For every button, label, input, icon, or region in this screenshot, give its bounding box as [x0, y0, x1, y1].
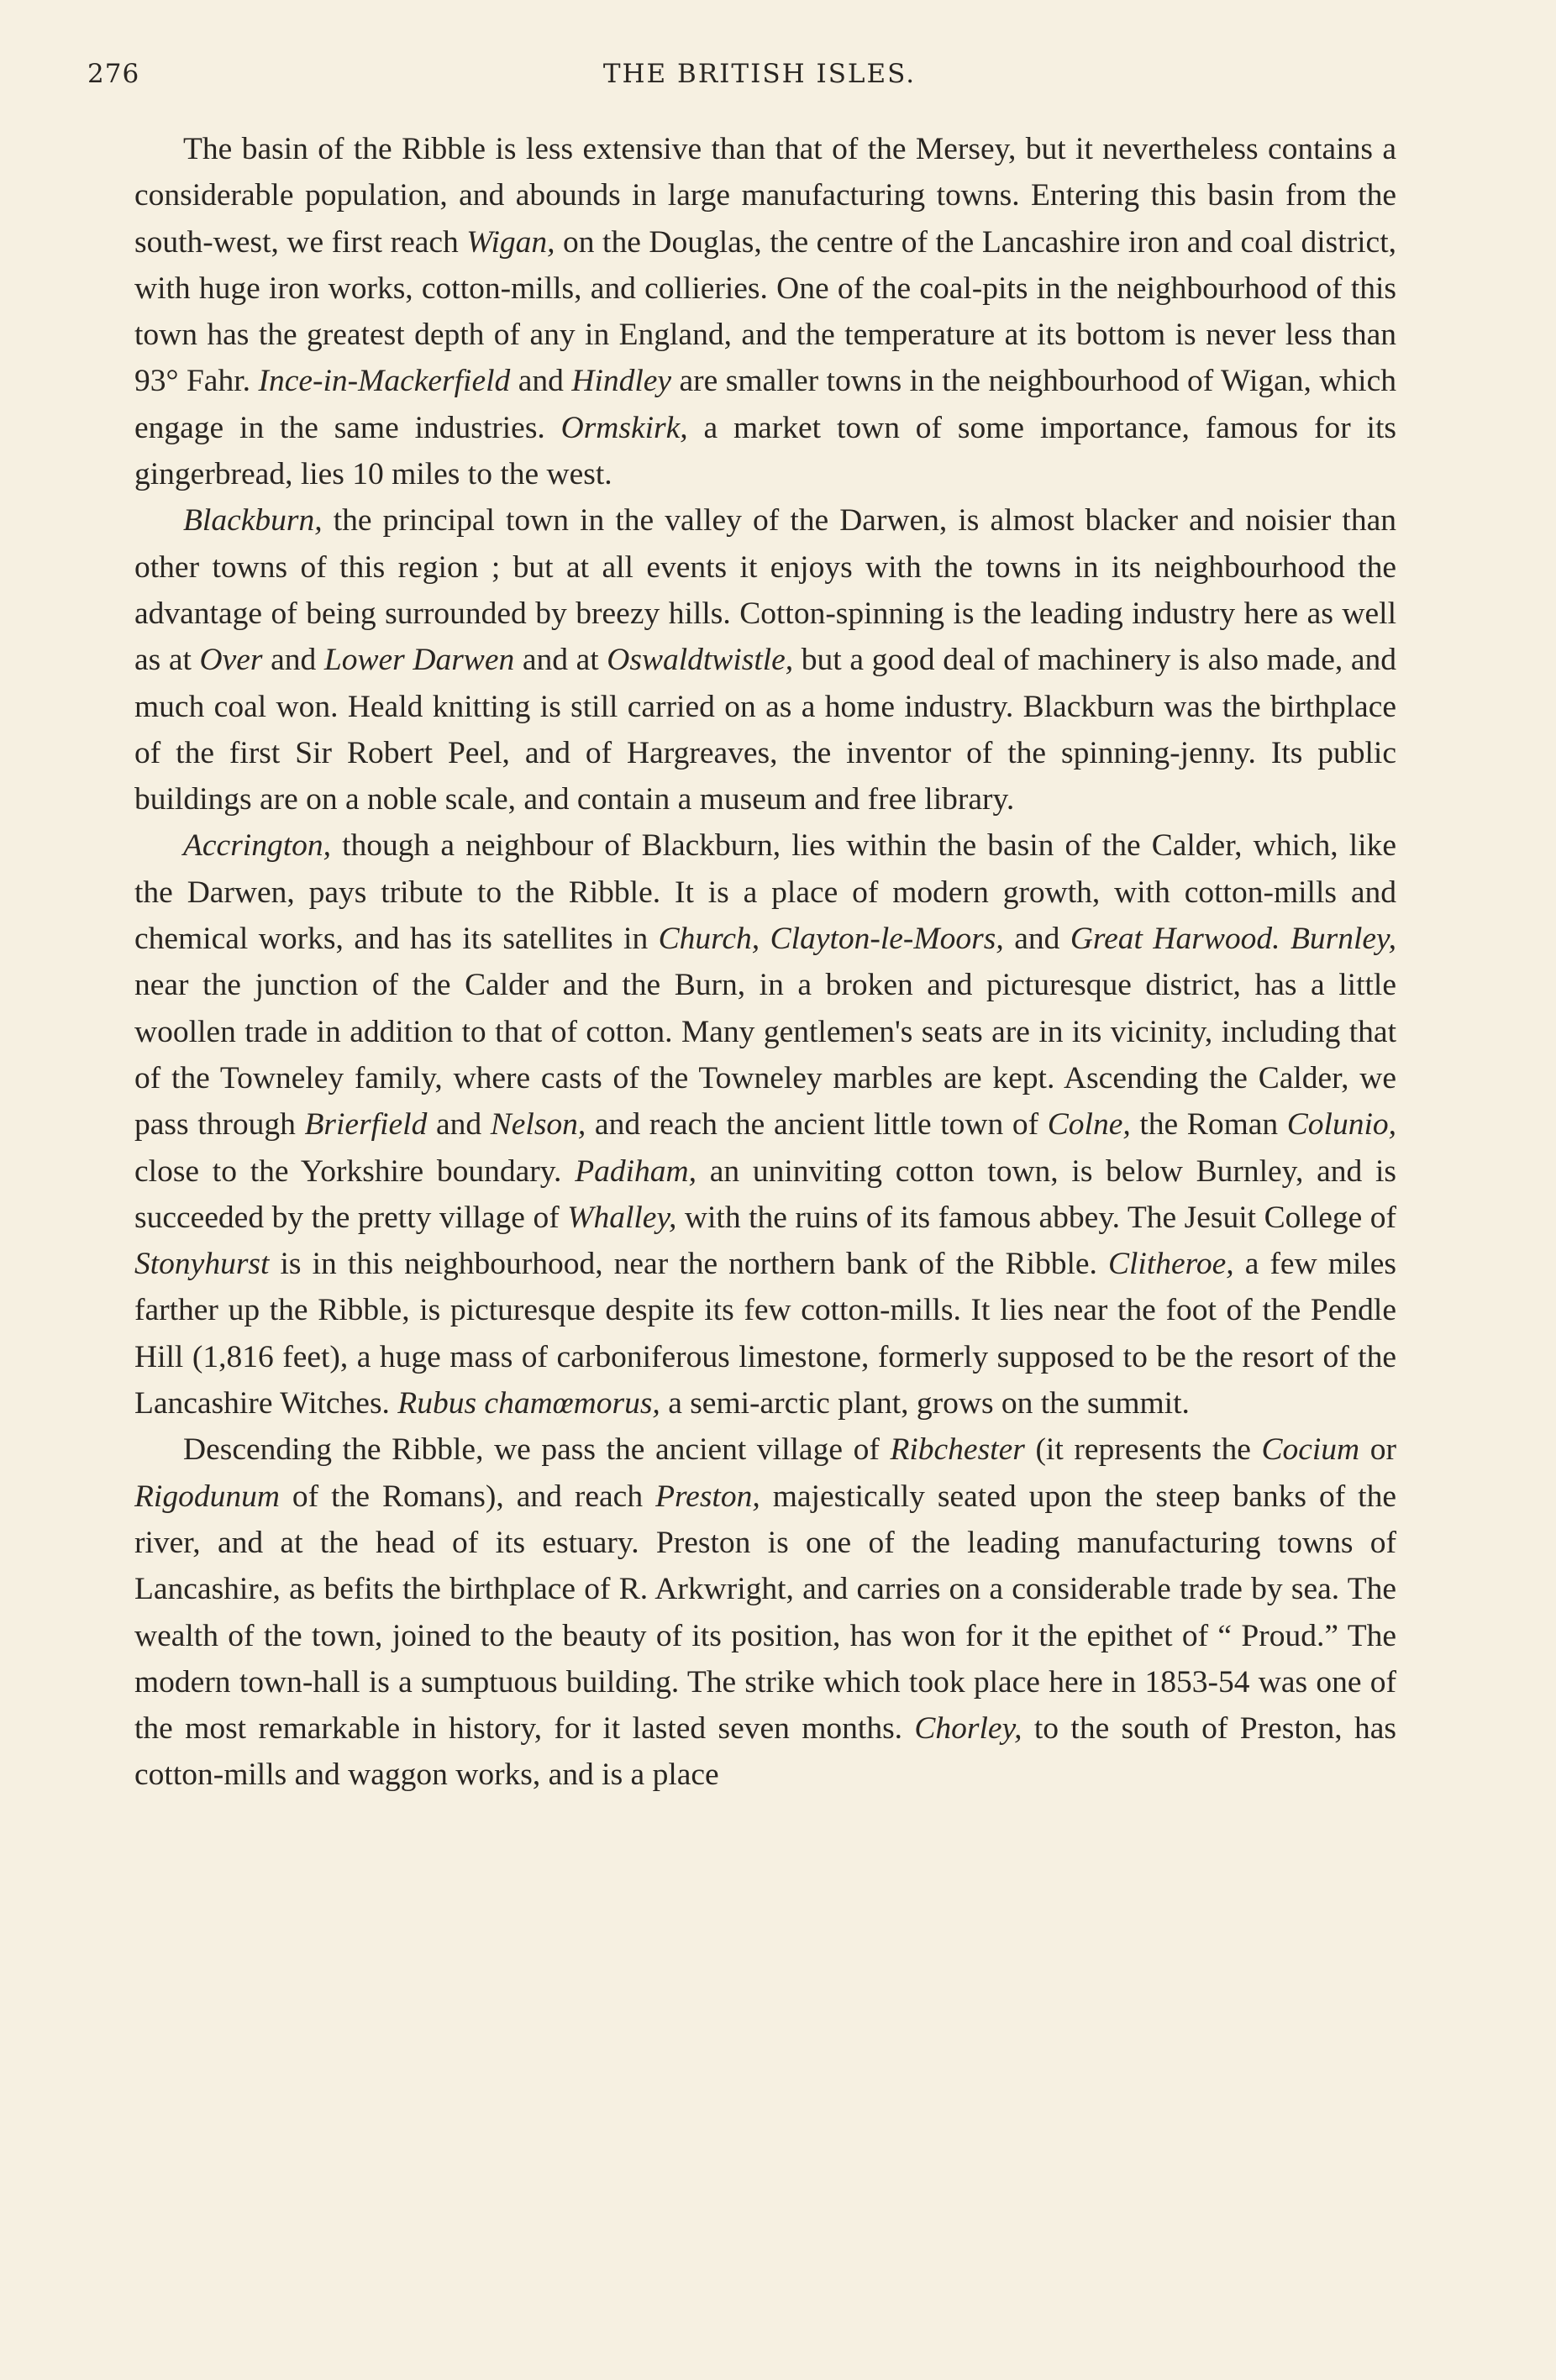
- text-run: but a good deal of machinery is also made, and much coal won. Heald knitting is still carried on as a home industry. Blackburn was the birthplace of the first Sir Robert Peel, and of Hargreaves, the inventor of the spinning-jenny. Its public buildings are on a noble scale, and contain a museum and free library.: [134, 643, 1397, 817]
- italic-place-name: Chorley,: [914, 1711, 1022, 1747]
- running-title: THE BRITISH ISLES.: [602, 59, 917, 89]
- text-run: to the south of Preston, has cotton-mills and waggon works, and is a place: [134, 1711, 1396, 1793]
- italic-place-name: Colne,: [1047, 1107, 1131, 1143]
- body-text: [134, 126, 1396, 1799]
- text-run: a market town of some importance, famous for its gingerbread, lies 10 miles to the west.: [134, 410, 1396, 492]
- text-run: are smaller towns in the neighbourhood of Wigan, which engage in the same industries.: [134, 364, 1396, 445]
- italic-place-name: Colunio,: [1286, 1107, 1396, 1143]
- text-run: the Roman: [1130, 1107, 1287, 1143]
- italic-place-name: Stonyhurst: [134, 1247, 270, 1282]
- text-run: with the ruins of its famous abbey. The Jesuit College of: [676, 1200, 1396, 1235]
- text-run: [1280, 922, 1290, 956]
- text-run: Descending the Ribble, we pass the ancient village of: [183, 1432, 891, 1468]
- italic-place-name: Accrington,: [183, 828, 332, 864]
- text-run: though a neighbour of Blackburn, lies within the basin of the Calder, which, like the Darwen, pays tribute to the Ribble. It is a place of modern growth, with cotton-mills and chemical works, and has its satellites in: [134, 828, 1396, 957]
- italic-place-name: Hindley: [571, 364, 672, 399]
- italic-place-name: Brierfield: [304, 1107, 428, 1143]
- italic-place-name: Rigodunum: [134, 1479, 280, 1514]
- italic-place-name: Ribchester: [890, 1432, 1025, 1468]
- text-run: a few miles farther up the Ribble, is picturesque despite its few cotton-mills. It lies near the foot of the Pendle Hill (1,816 feet), a huge mass of carboniferous limestone, formerly supposed to be the resort of the Lancashire Witches.: [134, 1247, 1396, 1421]
- text-run: on the Douglas, the centre of the Lancashire iron and coal district, with huge iron works, cotton-mills, and collieries. One of the coal-pits in the neighbourhood of this town has the greatest depth of any in England, and the temperature at its bottom is never less than 93° Fahr.: [134, 224, 1396, 399]
- italic-place-name: Clitheroe,: [1107, 1247, 1234, 1282]
- italic-place-name: Church, Clayton-le-Moors,: [658, 922, 1004, 957]
- text-run: and: [510, 364, 572, 399]
- text-run: majestically seated upon the steep banks of the river, and at the head of its estuary. Preston is one of the leading manufacturing towns of Lancashire, as befits the birthplace of R. Arkwright, and carries on a considerable trade by sea. The wealth of the town, joined to the beauty of its position, has won for it the epithet of “ Proud.” The modern town-hall is a sumptuous building. The strike which took place here in 1853-54 was one of the most remarkable in history, for it lasted seven months.: [134, 1479, 1396, 1747]
- text-run: a semi-arctic plant, grows on the summit.: [660, 1386, 1190, 1421]
- paragraph: [134, 822, 1396, 1426]
- text-run: the principal town in the valley of the Darwen, is almost blacker and noisier than other towns of this region ; but at all events it enjoys with the towns in its neighbourhood the advantage of being surrounded by breezy hills. Cotton-spinning is the leading industry here as well as at: [134, 503, 1396, 678]
- italic-place-name: Padiham,: [575, 1153, 697, 1189]
- text-run: or: [1359, 1432, 1396, 1468]
- italic-place-name: Burnley,: [1290, 922, 1396, 957]
- italic-place-name: Rubus chamœmorus,: [397, 1386, 660, 1421]
- italic-place-name: Cocium: [1261, 1432, 1360, 1468]
- italic-place-name: Oswaldtwistle,: [607, 643, 794, 678]
- text-run: and: [427, 1107, 491, 1143]
- text-run: The basin of the Ribble is less extensive than that of the Mersey, but it nevertheless contains a considerable population, and abounds in large manufacturing towns. Entering this basin from the south-west, we first reach: [134, 132, 1396, 260]
- text-run: close to the Yorkshire boundary.: [134, 1153, 576, 1189]
- italic-place-name: Whalley,: [567, 1200, 677, 1235]
- text-run: of the Romans), and reach: [279, 1479, 656, 1514]
- paragraph: [134, 497, 1396, 822]
- page-header: [87, 59, 1432, 99]
- italic-place-name: Blackburn,: [183, 503, 323, 539]
- paragraph: [134, 1426, 1396, 1798]
- text-run: is in this neighbourhood, near the northern bank of the Ribble.: [269, 1247, 1108, 1282]
- text-run: an uninviting cotton town, is below Burnley, and is succeeded by the pretty village of: [134, 1153, 1396, 1235]
- page-number: 276: [87, 59, 140, 89]
- italic-place-name: Over: [199, 643, 263, 678]
- italic-place-name: Lower Darwen: [323, 643, 515, 678]
- italic-place-name: Wigan,: [466, 224, 555, 260]
- text-run: and reach the ancient little town of: [586, 1107, 1048, 1143]
- italic-place-name: Great Harwood.: [1070, 922, 1280, 957]
- text-run: near the junction of the Calder and the Burn, in a broken and picturesque district, has a little woollen trade in addition to that of cotton. Many gentlemen's seats are in its vicinity, including that of the Towneley family, where casts of the Towneley marbles are kept. Ascending the Calder, we pass through: [134, 968, 1396, 1143]
- italic-place-name: Ince-in-Mackerfield: [258, 364, 511, 399]
- italic-place-name: Ormskirk,: [560, 410, 688, 445]
- italic-place-name: Nelson,: [490, 1107, 586, 1143]
- text-run: and at: [514, 643, 607, 678]
- italic-place-name: Preston,: [655, 1479, 760, 1514]
- paragraph: [134, 126, 1396, 497]
- text-run: and: [1003, 922, 1070, 957]
- text-run: and: [262, 643, 324, 678]
- text-run: (it represents the: [1024, 1432, 1262, 1468]
